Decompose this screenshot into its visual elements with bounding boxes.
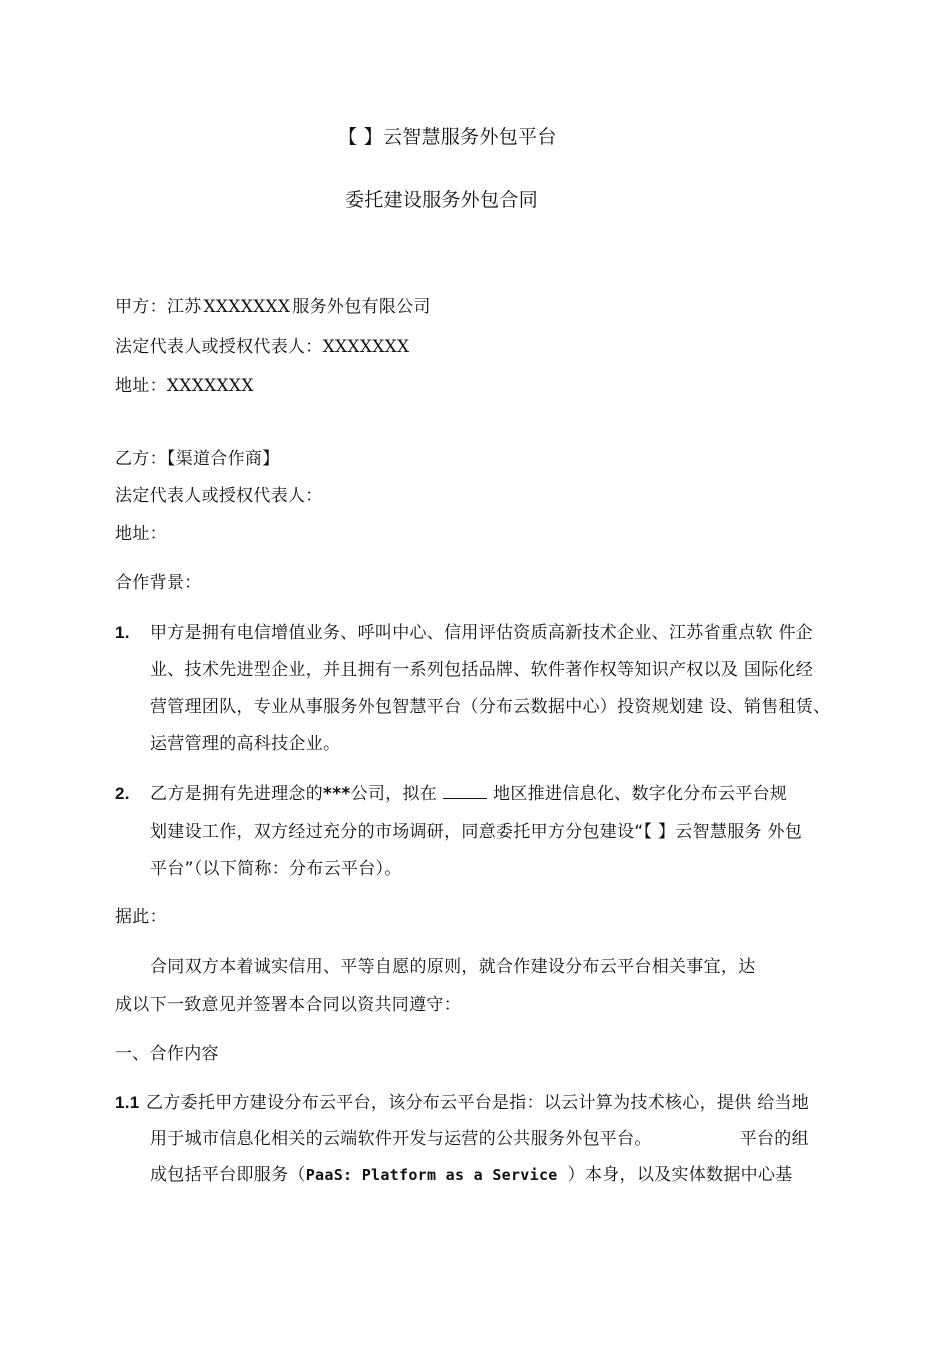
party-b-address: 地址： [115, 524, 167, 544]
item2-number: 2. [115, 784, 130, 803]
item1-line1: 甲方是拥有电信增值业务、呼叫中心、信用评估资质高新技术企业、江苏省重点软 件企 [150, 623, 814, 643]
item2-line2: 划建设工作，双方经过充分的市场调研，同意委托甲方分包建设“【 】云智慧服务 外包 [150, 822, 803, 842]
party-a-address-label: 地址： [115, 376, 167, 396]
basis-paragraph-line2: 成以下一致意见并签署本合同以资共同遵守： [115, 995, 461, 1015]
party-a-rep-label: 法定代表人或授权代表人： [115, 337, 323, 357]
item2-company-mask: *** [323, 784, 351, 804]
clause-1-1-text-a: 用于城市信息化相关的云端软件开发与运营的公共服务外包平台。 [150, 1129, 652, 1149]
clause-1-1-number: 1.1 [115, 1093, 140, 1112]
party-b-name: 乙方：【渠道合作商】 [115, 449, 280, 469]
basis-paragraph-line1: 合同双方本着诚实信用、平等自愿的原则，就合作建设分布云平台相关事宜，达 [150, 957, 756, 977]
paas-term: PaaS: Platform as a Service [305, 1166, 558, 1184]
basis-heading: 据此： [115, 907, 167, 927]
item1-line2: 业、技术先进型企业，并且拥有一系列包括品牌、软件著作权等知识产权以及 国际化经 [150, 660, 814, 680]
item1-line4: 运营管理的高科技企业。 [150, 734, 341, 754]
region-blank [443, 783, 487, 799]
party-a-address [115, 375, 254, 397]
clause-1-1-line3 [150, 1164, 793, 1186]
party-a-rep [115, 336, 409, 358]
clause-1-1-line1: 乙方委托甲方建设分布云平台，该分布云平台是指：以云计算为技术核心，提供 给当地 [146, 1093, 810, 1113]
item1-number: 1. [115, 623, 130, 642]
clause-1-1-text-d: ）本身，以及实体数据中心基 [567, 1165, 793, 1185]
party-a-rep-value: XXXXXXX [322, 337, 410, 357]
party-b-rep: 法定代表人或授权代表人： [115, 486, 323, 506]
item2-line3: 平台”（以下简称：分布云平台）。 [150, 859, 402, 879]
title-line1: 【 】云智慧服务外包平台 [338, 126, 557, 148]
party-a-name-rest: 服务外包有限公司 [292, 297, 431, 317]
clause-1-1-text-c: 成包括平台即服务（ [150, 1165, 306, 1185]
party-a-address-value: XXXXXXX [166, 376, 254, 396]
item2-text-d: 地区推进信息化、数字化分布云平台规 [493, 784, 788, 804]
background-heading: 合作背景： [115, 573, 202, 593]
item2-text-a: 乙方是拥有先进理念的 [150, 784, 323, 804]
clause-1-1-text-b: 平台的组 [739, 1129, 809, 1149]
item1-line3: 营管理团队，专业从事服务外包智慧平台（分布云数据中心）投资规划建 设、销售租赁、 [150, 697, 831, 717]
item2-line1 [150, 783, 787, 805]
party-a-label: 甲方：江苏 [115, 297, 202, 317]
party-a-name-placeholder: XXXXXXX [203, 297, 291, 317]
clause-1-1-line2 [150, 1128, 809, 1150]
section1-heading: 一、合作内容 [115, 1044, 219, 1064]
title-line2: 委托建设服务外包合同 [345, 189, 539, 211]
party-a-name [115, 296, 431, 318]
item2-text-c: 公司，拟在 [350, 784, 438, 804]
